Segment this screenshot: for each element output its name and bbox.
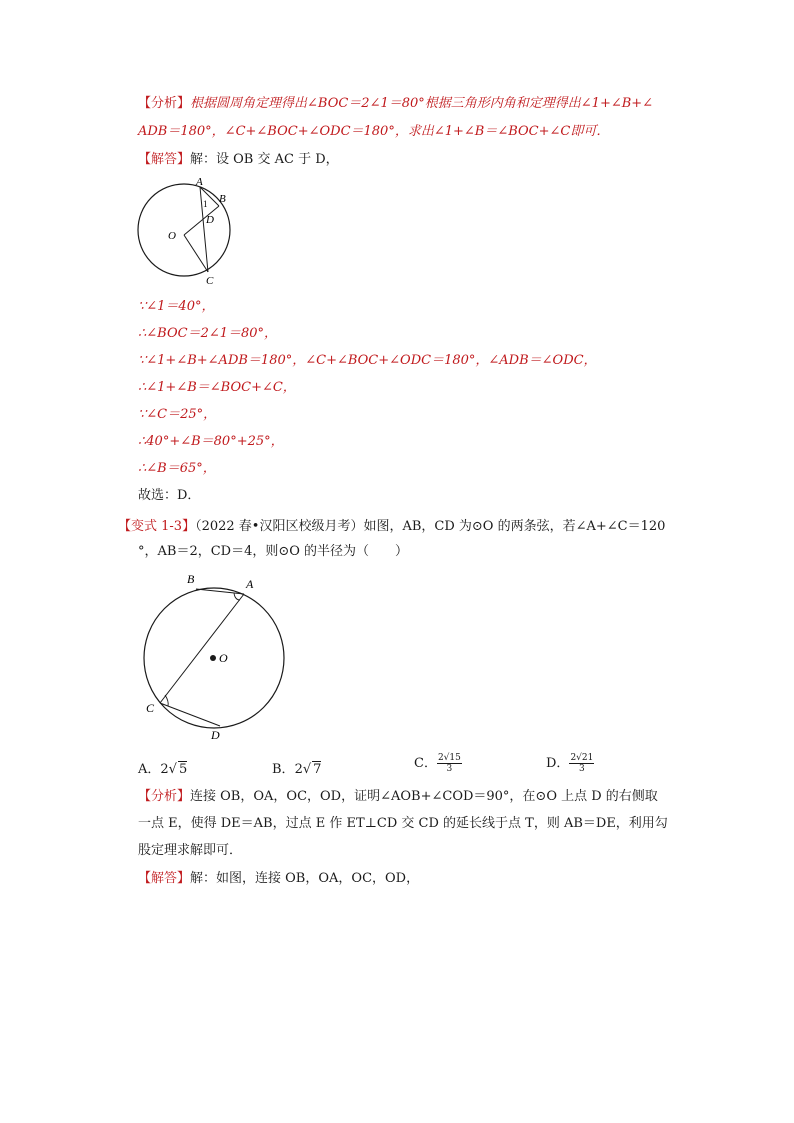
step-5: ∵∠C＝25°， [138, 407, 217, 422]
analysis2-line3: 股定理求解即可． [138, 843, 243, 858]
answer-tag: 【解答】 [138, 152, 191, 167]
step-2: ∴∠BOC＝2∠1＝80°， [138, 326, 278, 341]
answer1-line [138, 151, 339, 169]
answer2-line [138, 870, 419, 888]
figure-circle-2 [136, 570, 306, 742]
label-D2: D [211, 728, 220, 742]
analysis2-line1 [138, 788, 658, 806]
answer2-tag: 【解答】 [138, 871, 191, 886]
variant-tag: 【变式 1-3】 [118, 519, 196, 534]
step-3: ∵∠1+∠B+∠ADB＝180°，∠C+∠BOC+∠ODC＝180°，∠ADB＝∠ODC， [138, 353, 597, 368]
option-a[interactable]: A．2√ 5 [138, 762, 188, 777]
answer2-text: 解：如图，连接 OB，OA，OC，OD， [190, 871, 420, 886]
variant-source: （2022 春•汉阳区校级月考）如图，AB，CD 为⊙O 的两条弦，若∠A+∠C＝120 [195, 519, 666, 534]
label-O: O [168, 230, 176, 242]
analysis1-text2: ADB＝180°，∠C+∠BOC+∠ODC＝180°，求出∠1+∠B＝∠BOC+∠C即可． [138, 124, 610, 139]
label-B2: B [187, 572, 195, 586]
label-angle-1: 1 [203, 199, 208, 209]
analysis1-text1: 根据圆周角定理得出∠BOC＝2∠1＝80°根据三角形内角和定理得出∠1+∠B+∠ [190, 96, 654, 111]
analysis2-line2: 一点 E，使得 DE＝AB，过点 E 作 ET⊥CD 交 CD 的延长线于点 T，则 AB＝DE，利用勾 [138, 816, 668, 831]
label-B: B [219, 193, 226, 205]
step-1: ∵∠1＝40°， [138, 299, 215, 314]
analysis2-tag: 【分析】 [138, 789, 191, 804]
variant-line2: °，AB＝2，CD＝4，则⊙O 的半径为（ ） [138, 544, 409, 559]
option-d[interactable]: D． $\frac{2√21}{3}$ [546, 753, 594, 774]
analysis1-line1 [138, 95, 653, 113]
analysis2-text1: 连接 OB，OA，OC，OD，证明∠AOB+∠COD＝90°，在⊙O 上点 D 的右侧取 [190, 789, 658, 804]
analysis1-line2 [138, 123, 609, 141]
step-7: ∴∠B＝65°， [138, 461, 216, 476]
label-A: A [196, 176, 203, 188]
label-D: D [206, 214, 214, 226]
analysis-tag: 【分析】 [138, 96, 191, 111]
answer1-intro: 解：设 OB 交 AC 于 D， [190, 152, 339, 167]
option-c[interactable]: C． $\frac{2√15}{3}$ [414, 753, 461, 774]
step-6: ∴40°+∠B＝80°+25°， [138, 434, 284, 449]
label-C: C [206, 275, 214, 287]
option-b[interactable]: B．2√ 7 [272, 762, 322, 777]
label-O2: O [219, 651, 228, 665]
step-8-choice: 故选：D． [138, 488, 201, 503]
figure-circle-1 [132, 172, 252, 292]
step-4: ∴∠1+∠B＝∠BOC+∠C， [138, 380, 296, 395]
variant-line1 [118, 518, 665, 536]
label-A2: A [246, 577, 254, 591]
label-C2: C [146, 701, 155, 715]
